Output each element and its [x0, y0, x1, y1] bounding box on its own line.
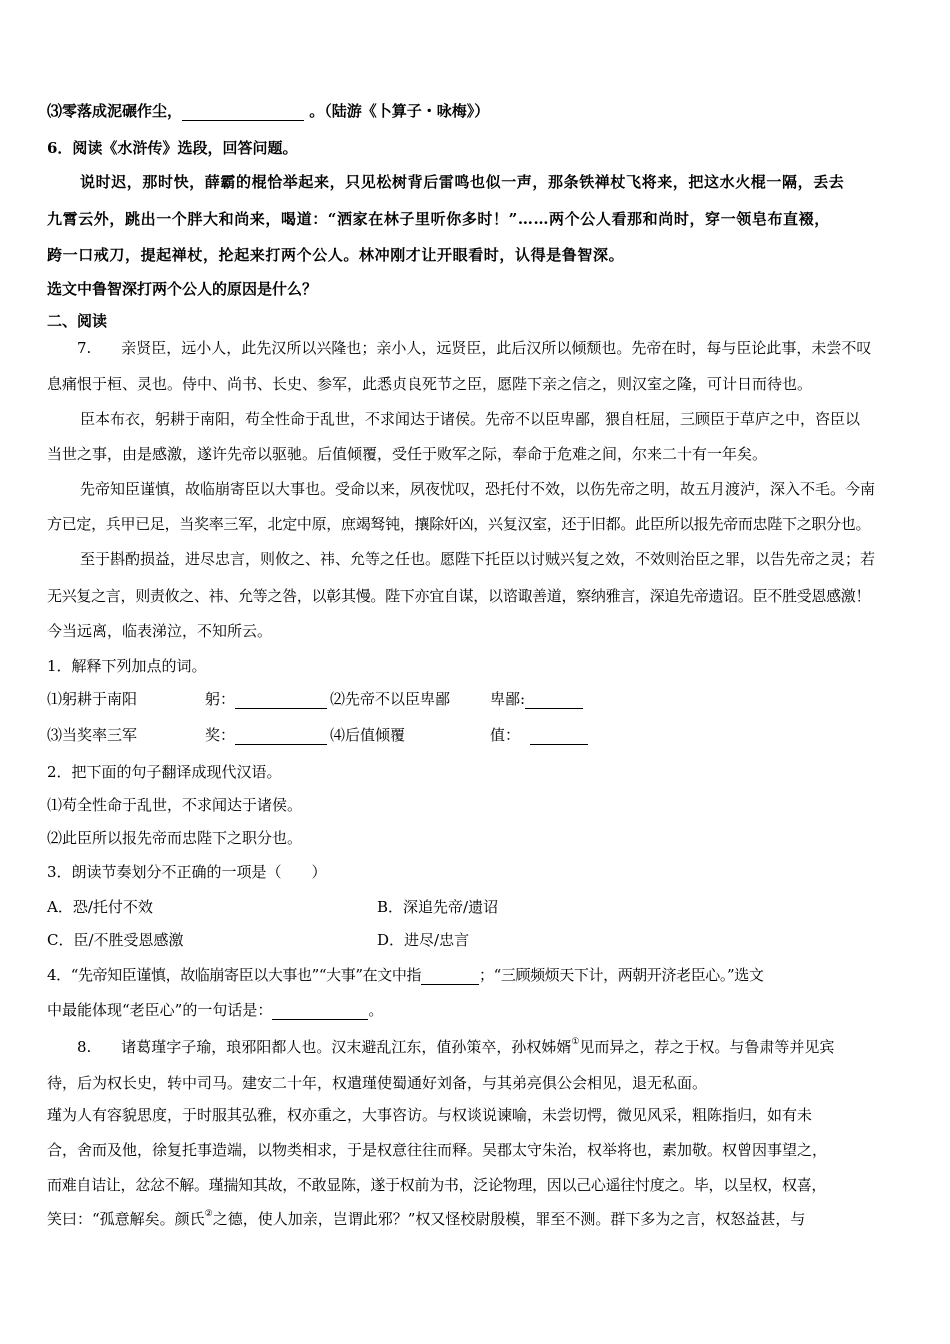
q8-passage-line-6 — [47, 1209, 805, 1229]
q8-passage-line-6-a: 笑曰：“孤意解矣。颜氏 — [47, 1210, 205, 1228]
q7-sub4-line-1 — [47, 965, 763, 985]
q5-line3 — [47, 101, 489, 121]
q6-question: 选文中鲁智深打两个公人的原因是什么？ — [47, 280, 318, 298]
q7-passage-line-8: 无兴复之言，则责攸之、祎、允等之咎，以彰其慢。陛下亦宜自谋，以谘诹善道，察纳雅言，深追先帝遗诏。臣不胜受恩感激！ — [47, 587, 871, 605]
q8-passage-line-1-a: 8. 诸葛瑾字子瑜，琅邪阳都人也。汉末避乱江东，值孙策卒，孙权姊婿 — [77, 1038, 572, 1056]
q7-sub1-item-2-blank[interactable] — [525, 692, 583, 709]
q7-sub1-item-2-word — [490, 689, 583, 709]
q6-passage-line-2: 九霄云外，跳出一个胖大和尚来，喝道：“洒家在林子里听你多时！”……两个公人看那和尚时，穿一领皂布直裰， — [47, 210, 830, 228]
q7-sub1-item-4-blank[interactable] — [530, 728, 588, 745]
q7-sub1-item-3-label: 奖： — [205, 726, 236, 744]
section-heading-reading: 二、阅读 — [47, 312, 108, 330]
q7-passage-line-2: 息痛恨于桓、灵也。侍中、尚书、长史、参军，此悉贞良死节之臣，愿陛下亲之信之，则汉室之隆，可计日而待也。 — [47, 375, 813, 393]
q7-sub3-option-c[interactable]: C．臣/不胜受恩感激 — [47, 931, 184, 949]
q7-sub1-title: 1．解释下列加点的词。 — [47, 657, 207, 675]
footnote-marker-1: ① — [571, 1037, 580, 1047]
q6-heading: 6．阅读《水浒传》选段，回答问题。 — [47, 139, 298, 157]
q7-passage-line-3: 臣本布衣，躬耕于南阳，苟全性命于乱世，不求闻达于诸侯。先帝不以臣卑鄙，猥自枉屈，三顾臣于草庐之中，咨臣以 — [80, 410, 861, 428]
q7-sub1-item-2: ⑵先帝不以臣卑鄙 — [330, 690, 451, 708]
q7-sub1-item-4: ⑷后值倾覆 — [330, 726, 406, 744]
q7-sub4-text-3: 中最能体现“老臣心”的一句话是： — [47, 1001, 273, 1019]
q7-sub3-option-d[interactable]: D．进尽/忠言 — [377, 931, 470, 949]
q7-passage-line-6: 方已定，兵甲已足，当奖率三军，北定中原，庶竭驽钝，攘除奸凶，兴复汉室，还于旧都。此臣所以报先帝而忠陛下之职分也。 — [47, 515, 871, 533]
q7-sub1-item-2-label: 卑鄙: — [490, 690, 526, 708]
q8-passage-line-3: 瑾为人有容貌思度，于时服其弘雅，权亦重之，大事咨访。与权谈说谏喻，未尝切愕，微见风采，粗陈指归，如有未 — [47, 1106, 813, 1124]
q5-line3-text: ⑶零落成泥碾作尘， — [47, 102, 183, 120]
q7-sub4-text-2: ；“三顾频烦天下计，两朝开济老臣心。”选文 — [479, 966, 764, 984]
q7-sub4-blank-1[interactable] — [421, 968, 479, 985]
q8-passage-line-6-b: 之德，使人加亲，岂谓此邪？”权又怪校尉殷模，罪至不测。群下多为之言，权怒益甚，与 — [212, 1210, 806, 1228]
q7-passage-line-1: 7. 亲贤臣，远小人，此先汉所以兴隆也；亲小人，远贤臣，此后汉所以倾颓也。先帝在时，每与臣论此事，未尝不叹 — [77, 339, 872, 357]
q7-sub4-line-2 — [47, 1000, 383, 1020]
q7-passage-line-5: 先帝知臣谨慎，故临崩寄臣以大事也。受命以来，夙夜忧叹，恐托付不效，以伤先帝之明，故五月渡泸，深入不毛。今南 — [80, 480, 876, 498]
q7-passage-line-9: 今当远离，临表涕泣，不知所云。 — [47, 622, 273, 640]
q7-sub2-item-2: ⑵此臣所以报先帝而忠陛下之职分也。 — [47, 829, 303, 847]
q7-sub4-blank-2[interactable] — [272, 1003, 368, 1020]
q6-passage-line-3: 跨一口戒刀，提起禅杖，抡起来打两个公人。林冲刚才让开眼看时，认得是鲁智深。 — [47, 246, 625, 264]
q8-passage-line-2: 待，后为权长史，转中司马。建安二十年，权遣瑾使蜀通好刘备，与其弟亮俱公会相见，退无私面。 — [47, 1074, 708, 1092]
q7-sub1-item-1: ⑴躬耕于南阳 — [47, 690, 138, 708]
q8-passage-line-1-b: 见而异之，荐之于权。与鲁肃等并见宾 — [579, 1038, 835, 1056]
q7-sub1-item-4-label: 值： — [490, 726, 521, 744]
q7-sub1-item-1-word — [205, 689, 327, 709]
footnote-marker-2: ② — [204, 1209, 213, 1219]
q8-passage-line-4: 合，舍而及他，徐复托事造端，以物类相求，于是权意往往而释。吴郡太守朱治，权举将也，素加敬。权曾因事望之， — [47, 1141, 828, 1159]
q7-sub1-item-3-blank[interactable] — [235, 728, 327, 745]
q7-sub1-item-3-word — [205, 725, 327, 745]
q7-sub4-text-1: 4．“先帝知臣谨慎，故临崩寄臣以大事也”“大事”在文中指 — [47, 966, 422, 984]
q7-sub4-text-4: 。 — [368, 1001, 384, 1019]
q7-sub1-item-1-blank[interactable] — [235, 692, 327, 709]
q7-passage-line-4: 当世之事，由是感激，遂许先帝以驱驰。后值倾覆，受任于败军之际，奉命于危难之间，尔来二十有一年矣。 — [47, 445, 768, 463]
q7-passage-line-7: 至于斟酌损益，进尽忠言，则攸之、祎、允等之任也。愿陛下托臣以讨贼兴复之效，不效则治臣之罪，以告先帝之灵；若 — [80, 550, 876, 568]
q7-sub1-item-4-word — [490, 725, 588, 745]
q7-sub1-item-3: ⑶当奖率三军 — [47, 726, 138, 744]
q7-sub1-item-1-label: 躬： — [205, 690, 236, 708]
q5-answer-blank[interactable] — [182, 104, 304, 121]
q7-sub2-item-1: ⑴苟全性命于乱世，不求闻达于诸侯。 — [47, 796, 303, 814]
q7-sub3-option-b[interactable]: B．深追先帝/遗诏 — [377, 898, 499, 916]
q5-line3-source: 。（陆游《卜算子・咏梅》） — [304, 102, 490, 120]
q6-passage-line-1: 说时迟，那时快，薛霸的棍恰举起来，只见松树背后雷鸣也似一声，那条铁禅杖飞将来，把这水火棍一隔，丢去 — [80, 173, 845, 191]
q7-sub3-title: 3．朗读节奏划分不正确的一项是（ ） — [47, 863, 327, 881]
q8-passage-line-5: 而难自诘让，忿忿不解。瑾揣知其故，不敢显陈，遂于权前为书，泛论物理，因以己心遥往忖度之。毕，以呈权，权喜， — [47, 1176, 827, 1194]
q8-passage-line-1 — [77, 1037, 834, 1057]
q7-sub3-option-a[interactable]: A．恐/托付不效 — [47, 898, 153, 916]
q7-sub2-title: 2．把下面的句子翻译成现代汉语。 — [47, 763, 282, 781]
